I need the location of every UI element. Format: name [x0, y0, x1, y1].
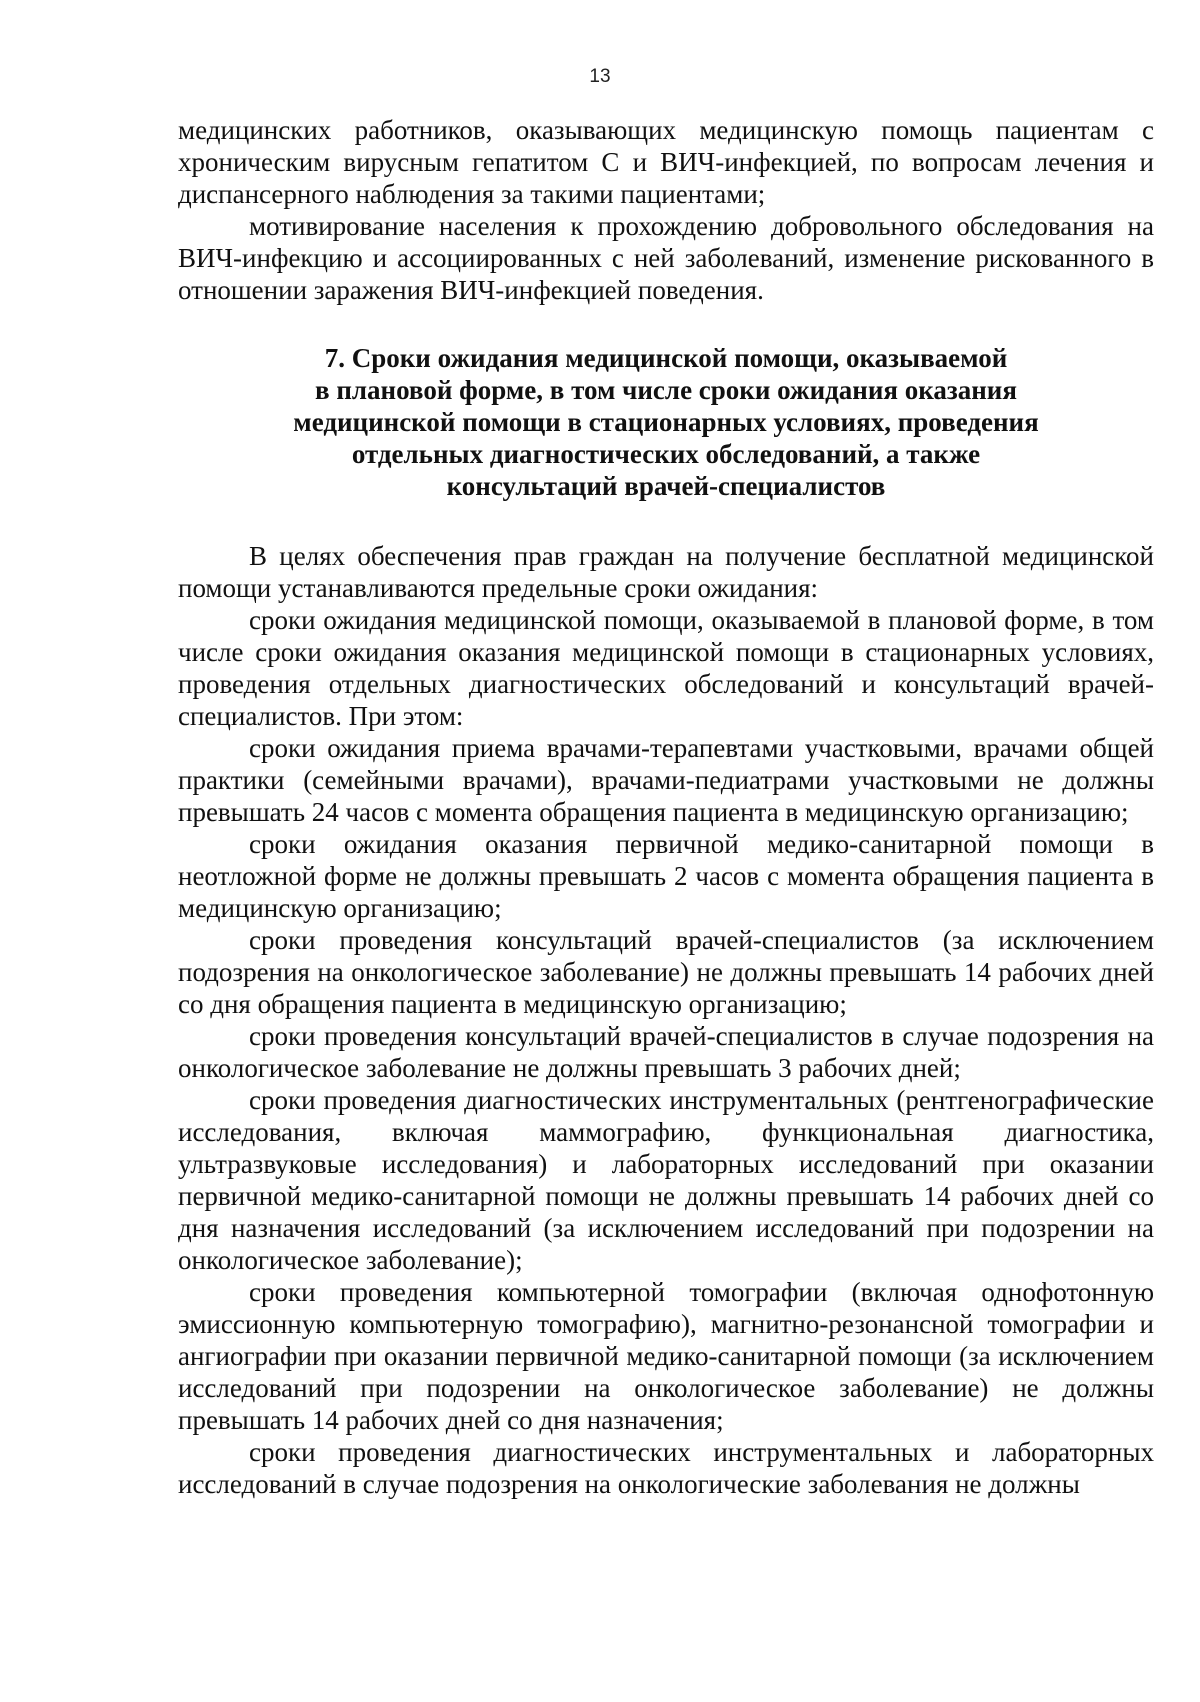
section-heading-line: отдельных диагностических обследований, а также — [351, 439, 981, 469]
paragraph-oncology-consultation-wait: сроки проведения консультаций врачей-специалистов в случае подозрения на онкологическое заболевание не должны превышать 3 рабочих дней; — [178, 1021, 1154, 1083]
paragraph-rights-goal: В целях обеспечения прав граждан на получение бесплатной медицинской помощи устанавливаются предельные сроки ожидания: — [178, 541, 1154, 603]
paragraph-specialist-consultation-wait: сроки проведения консультаций врачей-специалистов (за исключением подозрения на онкологическое заболевание) не должны превышать 14 рабочих дней со дня обращения пациента в медицинскую организацию; — [178, 925, 1154, 1019]
paragraph-planned-care-terms: сроки ожидания медицинской помощи, оказываемой в плановой форме, в том числе сроки ожидания оказания медицинской помощи в стационарных условиях, проведения отдельных диагностических обследований и консультаций врачей-специалистов. При этом: — [178, 605, 1154, 731]
section-heading-line: медицинской помощи в стационарных условиях, проведения — [293, 407, 1039, 437]
page-content — [178, 114, 1154, 1500]
paragraph-oncology-tests-wait: сроки проведения диагностических инструментальных и лабораторных исследований в случае подозрения на онкологические заболевания не должны — [178, 1437, 1154, 1499]
section-heading-line: в плановой форме, в том числе сроки ожидания оказания — [315, 375, 1017, 405]
paragraph-tomography-wait: сроки проведения компьютерной томографии (включая однофотонную эмиссионную компьютерную томографию), магнитно-резонансной томографии и ангиографии при оказании первичной медико-санитарной помощи (за исключением исследований при подозрении на онкологическое заболевание) не должны превышать 14 рабочих дней со дня назначения; — [178, 1277, 1154, 1435]
paragraph-diagnostic-tests-wait: сроки проведения диагностических инструментальных (рентгенографические исследования, включая маммографию, функциональная диагностика, ультразвуковые исследования) и лабораторных исследований при оказании первичной медико-санитарной помощи не должны превышать 14 рабочих дней со дня назначения исследований (за исключением исследований при подозрении на онкологическое заболевание); — [178, 1085, 1154, 1275]
paragraph-urgent-care-wait: сроки ожидания оказания первичной медико-санитарной помощи в неотложной форме не должны превышать 2 часов с момента обращения пациента в медицинскую организацию; — [178, 829, 1154, 923]
paragraph-intro-continuation: медицинских работников, оказывающих медицинскую помощь пациентам с хроническим вирусным гепатитом С и ВИЧ-инфекцией, по вопросам лечения и диспансерного наблюдения за такими пациентами; — [178, 115, 1154, 209]
paragraph-primary-doctors-wait: сроки ожидания приема врачами-терапевтами участковыми, врачами общей практики (семейными врачами), врачами-педиатрами участковыми не должны превышать 24 часов с момента обращения пациента в медицинскую организацию; — [178, 733, 1154, 827]
paragraph-intro-motivation: мотивирование населения к прохождению добровольного обследования на ВИЧ-инфекцию и ассоциированных с ней заболеваний, изменение рискованного в отношении заражения ВИЧ-инфекцией поведения. — [178, 211, 1154, 305]
section-heading-line: 7. Сроки ожидания медицинской помощи, оказываемой — [324, 343, 1008, 373]
section-heading — [178, 342, 1154, 502]
section-heading-line: консультаций врачей-специалистов — [446, 471, 886, 501]
page-number: 13 — [589, 66, 611, 87]
